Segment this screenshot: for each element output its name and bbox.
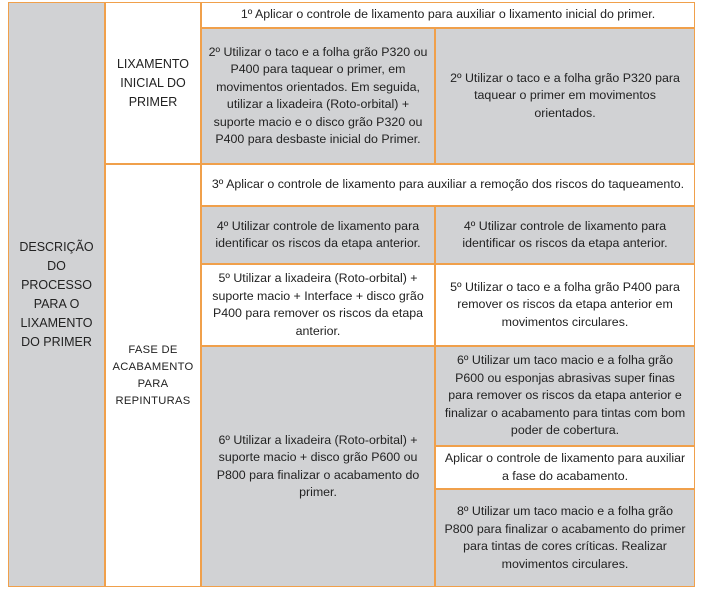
step-6-left-text: 6º Utilizar a lixadeira (Roto-orbital) + suporte macio + disco grão P600 ou P800 para finalizar o acabamento do primer. [216,432,420,499]
step-5-right [435,264,695,346]
step-2-right [435,28,695,164]
step-5-left-text: 5º Utilizar a lixadeira (Roto-orbital) + suporte macio + Interface + disco grão P400 para remover os riscos da etapa anterior. [212,271,424,338]
process-description-label [8,2,105,587]
step-4-left [201,206,435,264]
phase-finishing-text: FASE DE ACABAMENTO PARA REPINTURAS [112,343,194,407]
step-4-left-text: 4º Utilizar controle de lixamento para identificar os riscos da etapa anterior. [215,218,421,250]
phase-finishing-label [105,164,201,587]
step-2-left-text: 2º Utilizar o taco e a folha grão P320 ou P400 para taquear o primer, em movimentos orientados. Em seguida, utilizar a lixadeira (Roto-orbital) + suporte macio e o disco grão P320 ou P400 para desbaste inicial do Primer. [208,44,428,146]
step-6-right-text: 6º Utilizar um taco macio e a folha grão P600 ou esponjas abrasivas super finas para remover os riscos da etapa anterior e finalizar o acabamento para tintas com bom poder de cobertura. [444,353,686,438]
process-description-text: DESCRIÇÃO DO PROCESSO PARA O LIXAMENTO DO PRIMER [19,239,94,349]
process-table [8,2,695,587]
phase-initial-text: LIXAMENTO INICIAL DO PRIMER [116,56,189,109]
step-1 [201,2,695,28]
step-8-right [435,489,695,587]
step-3 [201,164,695,206]
phase-initial-label [105,2,201,164]
step-1-text: 1º Aplicar o controle de lixamento para auxiliar o lixamento inicial do primer. [240,7,656,22]
step-6-right [435,346,695,446]
step-5-left [201,264,435,346]
step-8-right-text: 8º Utilizar um taco macio e a folha grão P800 para finalizar o acabamento do primer para tintas de cores críticas. Realizar movimentos circulares. [444,504,686,571]
step-3-text: 3º Aplicar o controle de lixamento para auxiliar a remoção dos riscos do taqueamento. [211,177,685,192]
step-2-right-text: 2º Utilizar o taco e a folha grão P320 para taquear o primer em movimentos orientados. [450,70,680,120]
step-6-left [201,346,435,587]
step-2-left [201,28,435,164]
step-4-right-text: 4º Utilizar controle de lixamento para identificar os riscos da etapa anterior. [462,218,668,250]
step-4-right [435,206,695,264]
step-5-right-text: 5º Utilizar o taco e a folha grão P400 para remover os riscos da etapa anterior em movimentos circulares. [450,279,680,329]
step-7-right [435,446,695,489]
step-7-right-text: Aplicar o controle de lixamento para auxiliar a fase do acabamento. [444,451,686,483]
